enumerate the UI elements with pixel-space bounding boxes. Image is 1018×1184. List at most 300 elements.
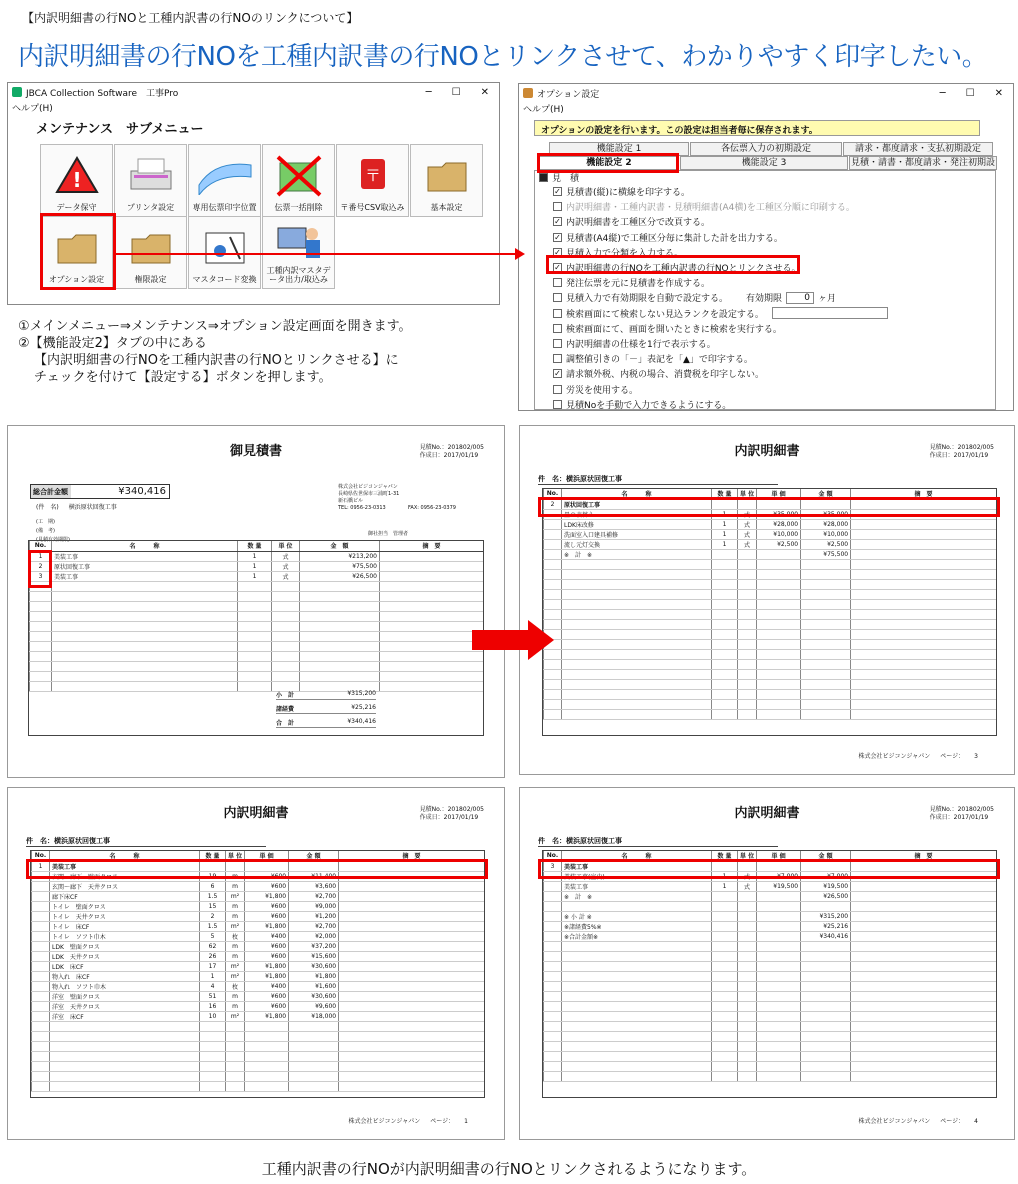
- table-cell: [272, 671, 300, 681]
- option-row[interactable]: [553, 185, 690, 198]
- option-checkbox[interactable]: ✓: [554, 369, 561, 379]
- table-cell: [380, 651, 484, 661]
- table-cell: LDK 天井クロス: [50, 951, 200, 961]
- table-cell: [380, 661, 484, 671]
- table-cell: [30, 641, 52, 651]
- table-cell: [339, 951, 484, 961]
- table-cell: [801, 699, 851, 709]
- meta-date: [930, 452, 994, 460]
- table-row: [30, 561, 484, 571]
- table-cell: [339, 941, 484, 951]
- table-cell: 式: [738, 529, 757, 539]
- company-fax: FAX: 0956-23-0379: [408, 505, 456, 511]
- table-cell: トイレ 床CF: [50, 921, 200, 931]
- table-cell: [851, 709, 996, 719]
- table-row: [544, 569, 997, 579]
- option-checkbox[interactable]: [553, 202, 562, 211]
- option-checkbox[interactable]: [553, 293, 562, 302]
- table-cell: [272, 651, 300, 661]
- tile-postal-csv-import[interactable]: [336, 144, 409, 217]
- table-cell: [544, 1001, 562, 1011]
- table-cell: [562, 961, 712, 971]
- table-cell: [851, 529, 996, 539]
- summary-label: 諸経費: [276, 706, 295, 713]
- step-2: ②【機能設定2】タブの中にある: [18, 336, 207, 351]
- table-cell: [738, 971, 757, 981]
- tile-printer-settings[interactable]: [114, 144, 187, 217]
- table-cell: [32, 1011, 50, 1021]
- table-cell: [238, 591, 272, 601]
- option-row[interactable]: [553, 383, 638, 396]
- table-row: [544, 689, 997, 699]
- table-cell: ¥2,000: [289, 931, 339, 941]
- table-cell: [738, 689, 757, 699]
- table-cell: m: [226, 901, 245, 911]
- minimize-icon[interactable]: ─: [425, 86, 432, 98]
- table-cell: [544, 579, 562, 589]
- option-row[interactable]: [553, 398, 731, 410]
- doc-footer: [349, 1116, 468, 1125]
- table-cell: [544, 1071, 562, 1081]
- table-row: [32, 1061, 485, 1071]
- table-cell: ¥9,000: [289, 901, 339, 911]
- tile-label: マスタコード変換: [192, 275, 257, 285]
- maximize-icon[interactable]: ☐: [965, 87, 975, 99]
- table-cell: ¥19,500: [757, 881, 801, 891]
- table-cell: [851, 639, 996, 649]
- table-cell: [226, 1061, 245, 1071]
- table-cell: [562, 709, 712, 719]
- table-cell: ¥26,500: [801, 891, 851, 901]
- table-cell: ¥18,000: [289, 1011, 339, 1021]
- table-cell: [272, 601, 300, 611]
- table-cell: [544, 951, 562, 961]
- table-cell: [544, 1041, 562, 1051]
- svg-text:〒: 〒: [364, 165, 381, 185]
- table-cell: [289, 1041, 339, 1051]
- estimate-table: [28, 540, 484, 736]
- option-checkbox[interactable]: ✓: [554, 247, 561, 257]
- option-checkbox[interactable]: ✓: [554, 232, 561, 242]
- table-cell: [226, 1021, 245, 1031]
- table-cell: [801, 619, 851, 629]
- table-cell: [757, 579, 801, 589]
- table-cell: [32, 971, 50, 981]
- table-cell: [757, 941, 801, 951]
- option-checkbox[interactable]: ✓: [554, 263, 561, 272]
- table-cell: [801, 589, 851, 599]
- table-cell: [712, 579, 738, 589]
- table-row: [544, 549, 997, 559]
- table-cell: [380, 561, 484, 571]
- tab-row1-1[interactable]: 各伝票入力の初期設定: [690, 142, 842, 156]
- postbox-icon: [337, 145, 408, 204]
- table-cell: [562, 669, 712, 679]
- table-cell: ¥19,500: [801, 881, 851, 891]
- option-row[interactable]: [553, 307, 888, 320]
- meta-no-value: 201802/005: [447, 806, 484, 813]
- close-icon[interactable]: ✕: [480, 86, 489, 98]
- table-cell: m: [226, 991, 245, 1001]
- table-row: [32, 1001, 485, 1011]
- table-row: [30, 621, 484, 631]
- table-cell: [712, 1071, 738, 1081]
- main-menu-help[interactable]: ヘルプ(H): [12, 104, 53, 114]
- option-panel: [534, 170, 996, 410]
- table-cell: [245, 1081, 289, 1091]
- table-cell: [30, 681, 52, 691]
- table-row: [32, 1051, 485, 1061]
- maximize-icon[interactable]: ☐: [451, 86, 461, 98]
- table-cell: [712, 891, 738, 901]
- table-row: [544, 589, 997, 599]
- table-cell: ¥10,000: [757, 529, 801, 539]
- option-checkbox[interactable]: [553, 354, 562, 363]
- table-cell: 51: [200, 991, 226, 1001]
- table-cell: [738, 609, 757, 619]
- table-header: 数 量: [238, 541, 272, 551]
- table-cell: [52, 641, 238, 651]
- detail-table: [542, 488, 997, 736]
- table-cell: [32, 961, 50, 971]
- delete-slip-icon: [263, 145, 334, 204]
- table-cell: 式: [738, 539, 757, 549]
- table-cell: 畳の表替え: [562, 509, 712, 519]
- table-cell: 2: [544, 499, 562, 509]
- company-company: 株式会社ビジコンジャパン: [338, 484, 398, 490]
- subject-value: 横浜原状回復工事: [54, 837, 110, 845]
- table-cell: 美装工事(室内): [562, 871, 712, 881]
- table-cell: [712, 951, 738, 961]
- table-cell: [712, 709, 738, 719]
- table-cell: [738, 649, 757, 659]
- minimize-icon[interactable]: ─: [939, 87, 946, 99]
- table-cell: 1: [712, 529, 738, 539]
- meta-date: [420, 814, 484, 822]
- option-checkbox[interactable]: ✓: [554, 217, 561, 227]
- table-cell: [32, 981, 50, 991]
- table-cell: 1: [712, 539, 738, 549]
- tab-row2-0[interactable]: 機能設定 2: [539, 156, 679, 170]
- table-cell: ¥25,216: [801, 921, 851, 931]
- table-cell: ¥600: [245, 1001, 289, 1011]
- table-cell: ¥600: [245, 991, 289, 1001]
- table-cell: [32, 901, 50, 911]
- table-cell: [738, 1011, 757, 1021]
- table-cell: [851, 649, 996, 659]
- meta-date-label: 作成日：: [929, 452, 954, 459]
- table-cell: ¥600: [245, 911, 289, 921]
- meta-no-value: 201802/005: [957, 444, 994, 451]
- table-cell: [562, 599, 712, 609]
- table-row: [544, 901, 997, 911]
- table-cell: ¥2,500: [801, 539, 851, 549]
- table-cell: 1: [238, 551, 272, 561]
- option-row[interactable]: [553, 367, 764, 380]
- table-cell: ¥7,000: [757, 871, 801, 881]
- option-checkbox[interactable]: [553, 324, 562, 333]
- table-cell: [851, 991, 996, 1001]
- table-cell: [801, 569, 851, 579]
- table-header: No.: [32, 851, 50, 861]
- table-row: [32, 1081, 485, 1091]
- table-cell: [738, 1001, 757, 1011]
- table-row: [30, 571, 484, 581]
- option-checkbox[interactable]: [553, 385, 562, 394]
- table-cell: [272, 641, 300, 651]
- table-cell: [738, 921, 757, 931]
- table-cell: [801, 579, 851, 589]
- table-cell: [562, 1061, 712, 1071]
- table-cell: [712, 619, 738, 629]
- table-cell: [712, 981, 738, 991]
- table-cell: [380, 581, 484, 591]
- tab-row1-2[interactable]: 請求・都度請求・支払初期設定: [843, 142, 993, 156]
- tile-data-maintenance[interactable]: [40, 144, 113, 217]
- option-menu-help[interactable]: ヘルプ(H): [523, 105, 564, 115]
- table-cell: [339, 1081, 484, 1091]
- table-row: [32, 1031, 485, 1041]
- table-cell: m: [226, 1001, 245, 1011]
- step-2-detail-2: チェックを付けて【設定する】ボタンを押します。: [34, 370, 332, 385]
- table-cell: [757, 589, 801, 599]
- table-row: [32, 981, 485, 991]
- left-label: (工 期): [36, 519, 55, 525]
- table-cell: [738, 559, 757, 569]
- meta-no-value: 201802/005: [957, 806, 994, 813]
- table-cell: [738, 901, 757, 911]
- table-cell: 1: [712, 881, 738, 891]
- table-cell: [562, 1001, 712, 1011]
- rank-select[interactable]: [772, 307, 888, 319]
- doc-title: 内訳明細書: [223, 806, 289, 821]
- tile-slip-bulk-delete[interactable]: [262, 144, 335, 217]
- table-cell: m²: [226, 891, 245, 901]
- option-row[interactable]: [553, 352, 753, 365]
- table-cell: [544, 699, 562, 709]
- tile-label: 工種内訳マスタデータ出力/取込み: [266, 266, 331, 285]
- table-cell: [562, 1051, 712, 1061]
- table-cell: [851, 1021, 996, 1031]
- table-cell: [300, 671, 380, 681]
- table-cell: [52, 591, 238, 601]
- table-cell: [851, 609, 996, 619]
- table-cell: [801, 659, 851, 669]
- table-cell: ※諸経費5%※: [562, 921, 712, 931]
- table-cell: [851, 971, 996, 981]
- table-cell: [757, 629, 801, 639]
- printer-icon: [115, 145, 186, 204]
- table-row: [544, 599, 997, 609]
- table-cell: [757, 549, 801, 559]
- table-cell: [801, 941, 851, 951]
- option-row[interactable]: [553, 231, 783, 244]
- table-cell: [544, 901, 562, 911]
- table-row: [32, 911, 485, 921]
- table-cell: 式: [272, 551, 300, 561]
- subject-value: 横浜原状回復工事: [566, 837, 622, 845]
- table-cell: [544, 549, 562, 559]
- table-cell: [339, 1001, 484, 1011]
- table-cell: m²: [226, 971, 245, 981]
- table-cell: [712, 589, 738, 599]
- table-cell: [300, 651, 380, 661]
- table-cell: [712, 921, 738, 931]
- table-row: [30, 601, 484, 611]
- table-header: No.: [544, 851, 562, 861]
- table-cell: [738, 709, 757, 719]
- table-cell: [712, 1021, 738, 1031]
- table-cell: [757, 649, 801, 659]
- tab-row2-1[interactable]: 機能設定 3: [680, 156, 848, 170]
- table-cell: [851, 679, 996, 689]
- table-cell: [339, 911, 484, 921]
- meta-date-value: 2017/01/19: [953, 814, 989, 821]
- table-cell: 2: [30, 561, 52, 571]
- table-cell: [757, 1031, 801, 1041]
- doc-title: 御見積書: [229, 444, 282, 459]
- table-cell: ¥35,000: [801, 509, 851, 519]
- table-row: [544, 629, 997, 639]
- table-cell: [757, 599, 801, 609]
- table-cell: [757, 1011, 801, 1021]
- table-cell: [712, 669, 738, 679]
- table-cell: [339, 961, 484, 971]
- table-cell: ¥600: [245, 951, 289, 961]
- table-row: [544, 891, 997, 901]
- option-window-titlebar: [519, 84, 1013, 102]
- folder-icon: [411, 145, 482, 204]
- table-row: [544, 1061, 997, 1071]
- table-cell: [238, 671, 272, 681]
- tile-slip-print-position[interactable]: [188, 144, 261, 217]
- option-row[interactable]: [553, 215, 710, 228]
- table-cell: [544, 709, 562, 719]
- table-cell: ※ 小 計 ※: [562, 911, 712, 921]
- option-label: 内訳明細書を工種区分で改頁する。: [566, 218, 711, 229]
- table-cell: [289, 1031, 339, 1041]
- table-row: [544, 911, 997, 921]
- table-cell: [757, 931, 801, 941]
- highlight-link-option: [546, 255, 800, 274]
- table-row: [32, 901, 485, 911]
- tile-label: 権限設定: [134, 275, 167, 285]
- table-cell: [300, 581, 380, 591]
- table-cell: [712, 1011, 738, 1021]
- option-checkbox[interactable]: ✓: [554, 187, 561, 196]
- detail-document-page4: [519, 787, 1015, 1140]
- table-cell: 物入れ ソフト巾木: [50, 981, 200, 991]
- option-checkbox[interactable]: [553, 339, 562, 348]
- tab-row2-2[interactable]: 見積・請書・都度請求・発注初期設: [850, 158, 995, 168]
- table-cell: [801, 1021, 851, 1031]
- table-cell: [801, 1011, 851, 1021]
- table-cell: ¥75,500: [300, 561, 380, 571]
- table-cell: [339, 901, 484, 911]
- table-row: [544, 709, 997, 719]
- table-cell: 1: [238, 561, 272, 571]
- option-row[interactable]: [553, 276, 710, 289]
- option-row[interactable]: [553, 291, 836, 304]
- table-cell: [738, 911, 757, 921]
- table-cell: [272, 661, 300, 671]
- table-cell: [801, 1051, 851, 1061]
- option-banner: オプションの設定を行います。この設定は担当者毎に保存されます。: [534, 120, 980, 136]
- table-cell: 流し元灯交換: [562, 539, 712, 549]
- app-icon: [523, 88, 533, 98]
- table-cell: ¥400: [245, 981, 289, 991]
- table-row: [32, 951, 485, 961]
- option-row[interactable]: [553, 200, 855, 213]
- table-row: [544, 1011, 997, 1021]
- table-cell: [238, 661, 272, 671]
- table-cell: [851, 539, 996, 549]
- tab-row1-0[interactable]: 機能設定 1: [549, 142, 689, 156]
- table-cell: 16: [200, 1001, 226, 1011]
- table-cell: [245, 1061, 289, 1071]
- table-cell: [851, 1071, 996, 1081]
- table-cell: [738, 1071, 757, 1081]
- table-cell: [757, 1001, 801, 1011]
- table-cell: [562, 981, 712, 991]
- total-box: [30, 484, 170, 499]
- option-row[interactable]: [553, 337, 716, 350]
- table-row: [32, 941, 485, 951]
- table-cell: ¥7,000: [801, 871, 851, 881]
- table-cell: [562, 951, 712, 961]
- table-cell: ¥30,600: [289, 961, 339, 971]
- table-cell: [738, 941, 757, 951]
- table-row: [30, 681, 484, 691]
- table-cell: [238, 641, 272, 651]
- option-row[interactable]: [553, 322, 782, 335]
- table-cell: [238, 611, 272, 621]
- table-cell: 19: [200, 871, 226, 881]
- table-cell: [32, 891, 50, 901]
- table-cell: ¥35,000: [757, 509, 801, 519]
- table-cell: [245, 1051, 289, 1061]
- option-label: 発注伝票を元に見積書を作成する。: [566, 279, 711, 290]
- table-cell: [738, 1031, 757, 1041]
- table-cell: [544, 569, 562, 579]
- close-icon[interactable]: ✕: [994, 87, 1003, 99]
- meta-date-label: 作成日：: [929, 814, 954, 821]
- detail-table: [542, 850, 997, 1098]
- option-checkbox[interactable]: [553, 278, 562, 287]
- table-cell: [50, 1021, 200, 1031]
- tile-basic-settings[interactable]: [410, 144, 483, 217]
- table-cell: 原状回復工事: [562, 499, 712, 509]
- table-cell: 6: [200, 881, 226, 891]
- table-cell: [851, 619, 996, 629]
- table-cell: [52, 631, 238, 641]
- validity-input[interactable]: 0: [786, 292, 814, 304]
- table-cell: ※ 計 ※: [562, 891, 712, 901]
- table-cell: [562, 649, 712, 659]
- option-checkbox[interactable]: [553, 400, 562, 409]
- table-cell: ¥3,600: [289, 881, 339, 891]
- table-cell: 洋室 床CF: [50, 1011, 200, 1021]
- table-cell: [757, 689, 801, 699]
- option-checkbox[interactable]: [553, 309, 562, 318]
- table-row: [30, 611, 484, 621]
- table-cell: [339, 1051, 484, 1061]
- table-cell: m: [226, 871, 245, 881]
- table-cell: [562, 1071, 712, 1081]
- table-cell: 美装工事: [562, 881, 712, 891]
- table-cell: [200, 1041, 226, 1051]
- table-cell: [562, 659, 712, 669]
